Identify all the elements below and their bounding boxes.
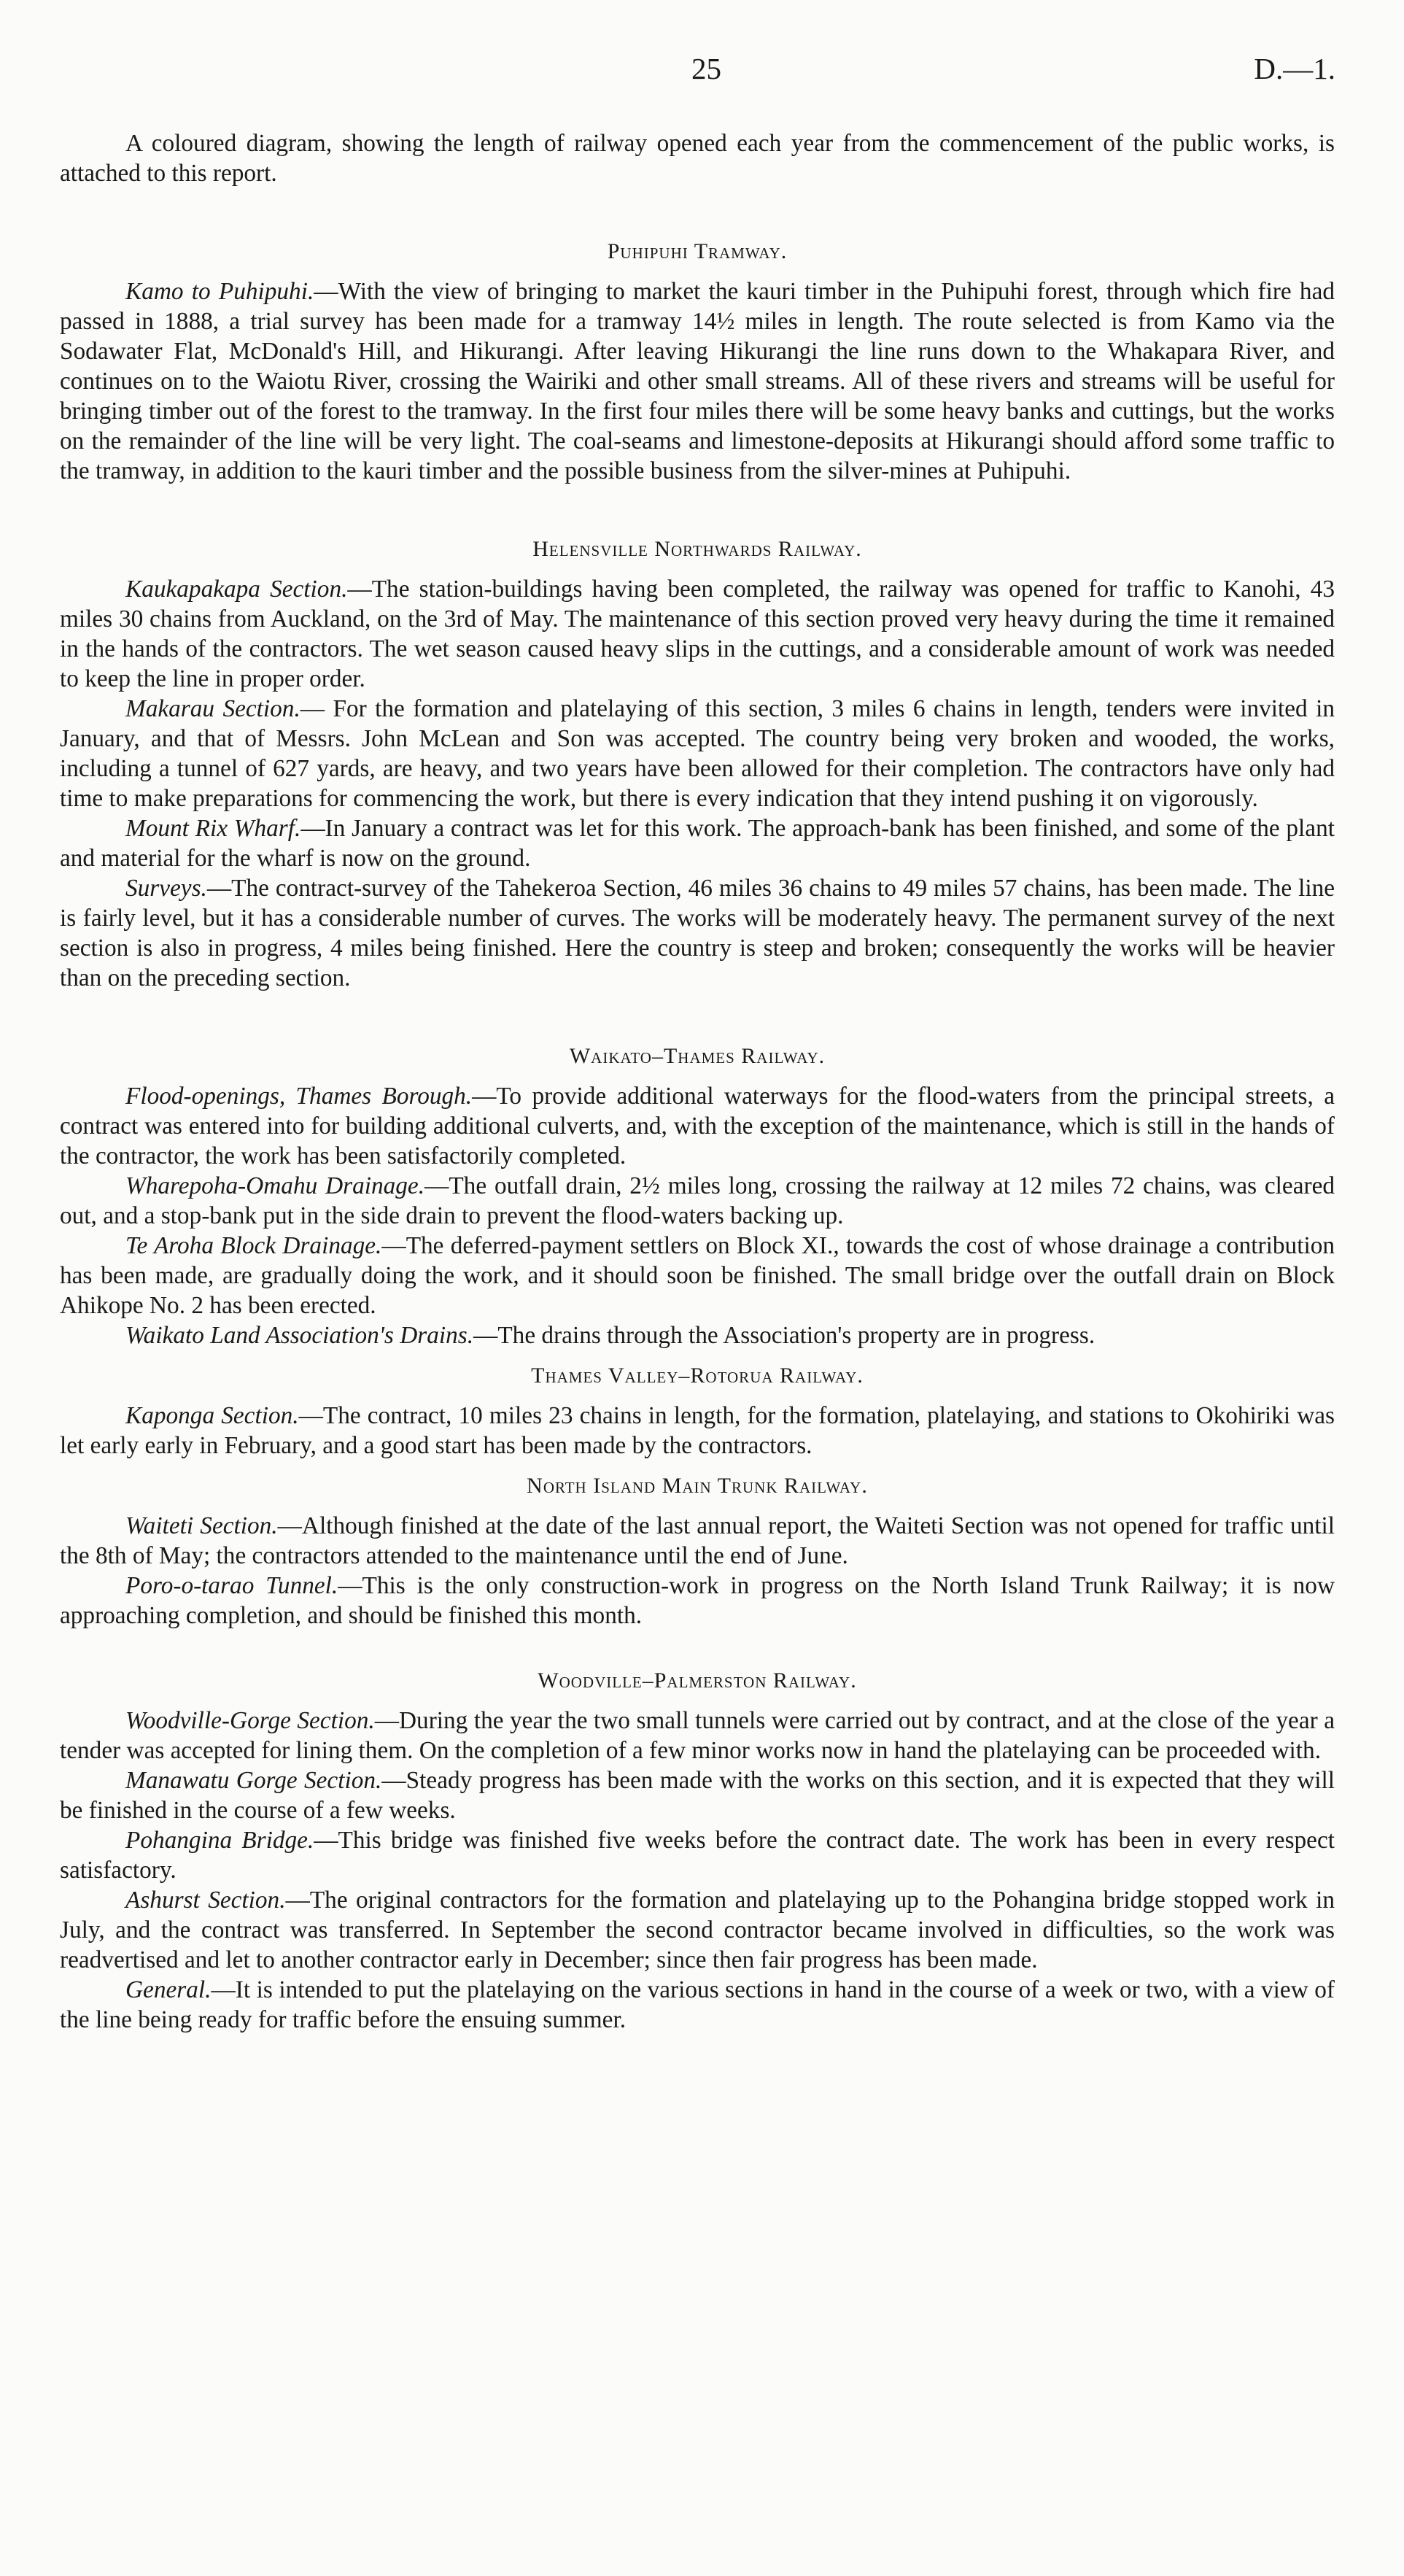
paragraph-lead: Kamo to Puhipuhi. xyxy=(125,278,314,305)
paragraph xyxy=(60,1401,1335,1461)
paragraph-lead: General. xyxy=(125,1976,212,2003)
page-number: 25 xyxy=(691,52,721,85)
paragraph-text: —Although finished at the date of the last annual report, the Waiteti Section was not opened for traffic until the 8th of May; the contractors attended to the maintenance until the end of June. xyxy=(60,1512,1335,1569)
intro-paragraph: A coloured diagram, showing the length of railway opened each year from the commencement of the public works, is attached to this report. xyxy=(60,130,1335,187)
paragraph xyxy=(60,1231,1335,1320)
paragraph xyxy=(60,574,1335,694)
paragraph-lead: Kaponga Section. xyxy=(125,1402,299,1429)
paragraph-text: —To provide additional waterways for the flood-waters from the principal streets, a contract was entered into for building additional culverts, and, with the exception of the maintenance, which is still in the hands of the contractor, the work has been satisfactorily completed. xyxy=(60,1083,1335,1169)
paragraph xyxy=(60,276,1335,486)
paragraph xyxy=(60,1081,1335,1171)
paragraph-text: —This is the only construction-work in progress on the North Island Trunk Railway; it is now approaching completion, and should be finished this month. xyxy=(60,1572,1335,1629)
page-body xyxy=(60,128,1335,2035)
paragraph-lead: Surveys. xyxy=(125,875,207,902)
section-heading-puhipuhi-tramway: Puhipuhi Tramway. xyxy=(607,239,788,263)
paragraph-lead: Flood-openings, Thames Borough. xyxy=(125,1083,473,1110)
paragraph-text: —With the view of bringing to market the kauri timber in the Puhipuhi forest, through which fire had passed in 1888, a trial survey has been made for a tramway 14½ miles in length. The route selected is from Kamo via the Sodawater Flat, McDonald's Hill, and Hikurangi. After leaving Hikurangi the line runs down to the Whakapara River, and continues on to the Waiotu River, crossing the Wairiki and other small streams. All of these rivers and streams will be useful for bringing timber out of the forest to the tramway. In the first four miles there will be some heavy banks and cuttings, but the works on the remainder of the line will be very light. The coal-seams and limestone-deposits at Hikurangi should afford some traffic to the tramway, in addition to the kauri timber and the possible business from the silver-mines at Puhipuhi. xyxy=(60,278,1335,484)
paragraph-lead: Mount Rix Wharf. xyxy=(125,815,301,842)
paragraph-lead: Ashurst Section. xyxy=(125,1887,286,1914)
paragraph xyxy=(60,1571,1335,1631)
document-code: D.—1. xyxy=(1254,52,1335,85)
paragraph-text: —Steady progress has been made with the works on this section, and it is expected that they will be finished in the course of a few weeks. xyxy=(60,1767,1335,1824)
paragraph-lead: Pohangina Bridge. xyxy=(125,1827,314,1854)
paragraph-lead: Wharepoha-Omahu Drainage. xyxy=(125,1172,425,1199)
paragraph-text: —The original contractors for the formation and platelaying up to the Pohangina bridge stopped work in July, and the contract was transferred. In September the second contractor became involved in difficulties, so the work was readvertised and let to another contractor early in December; since then fair progress has been made. xyxy=(60,1887,1335,1973)
paragraph-text: —The outfall drain, 2½ miles long, crossing the railway at 12 miles 72 chains, was cleared out, and a stop-bank put in the side drain to prevent the flood-waters backing up. xyxy=(60,1172,1335,1229)
paragraph-text: —The contract-survey of the Tahekeroa Section, 46 miles 36 chains to 49 miles 57 chains, has been made. The line is fairly level, but it has a considerable number of curves. The works will be moderately heavy. The permanent survey of the next section is also in progress, 4 miles being finished. Here the country is steep and broken; consequently the works will be heavier than on the preceding section. xyxy=(60,875,1335,991)
paragraph xyxy=(60,1171,1335,1231)
section-heading-north-island-main-trunk-railway: North Island Main Trunk Railway. xyxy=(527,1474,868,1498)
paragraph-text: —It is intended to put the platelaying on the various sections in hand in the course of a week or two, with a view of the line being ready for traffic before the ensuing summer. xyxy=(60,1976,1335,2033)
paragraph-text: —The station-buildings having been completed, the railway was opened for traffic to Kanohi, 43 miles 30 chains from Auckland, on the 3rd of May. The maintenance of this section proved very heavy during the time it remained in the hands of the contractors. The wet season caused heavy slips in the cuttings, and a considerable amount of work was needed to keep the line in proper order. xyxy=(60,576,1335,692)
paragraph-lead: Poro-o-tarao Tunnel. xyxy=(125,1572,338,1599)
section-heading-waikato-thames-railway: Waikato–Thames Railway. xyxy=(569,1044,826,1068)
paragraph-lead: Kaukapakapa Section. xyxy=(125,576,348,603)
paragraph-lead: Manawatu Gorge Section. xyxy=(125,1767,382,1794)
section-heading-thames-valley-rotorua-railway: Thames Valley–Rotorua Railway. xyxy=(531,1364,864,1388)
paragraph xyxy=(60,1975,1335,2035)
paragraph xyxy=(60,1511,1335,1571)
paragraph-lead: Makarau Section. xyxy=(125,695,300,722)
paragraph-lead: Woodville-Gorge Section. xyxy=(125,1707,375,1734)
paragraph xyxy=(60,1320,1335,1350)
paragraph-lead: Waiteti Section. xyxy=(125,1512,278,1539)
paragraph xyxy=(60,1825,1335,1885)
section-heading-helensville-northwards-railway: Helensville Northwards Railway. xyxy=(532,537,862,561)
paragraph xyxy=(60,1885,1335,1975)
paragraph xyxy=(60,1765,1335,1825)
paragraph-lead: Waikato Land Association's Drains. xyxy=(125,1322,474,1349)
paragraph-text: —This bridge was finished five weeks before the contract date. The work has been in every respect satisfactory. xyxy=(60,1827,1335,1884)
paragraph-lead: Te Aroha Block Drainage. xyxy=(125,1232,382,1259)
paragraph xyxy=(60,1706,1335,1765)
paragraph xyxy=(60,873,1335,993)
paragraph-text: —In January a contract was let for this work. The approach-bank has been finished, and some of the plant and material for the wharf is now on the ground. xyxy=(60,815,1335,872)
paragraph-text: —The drains through the Association's property are in progress. xyxy=(473,1322,1095,1349)
paragraph-text: —The deferred-payment settlers on Block XI., towards the cost of whose drainage a contribution has been made, are gradually doing the work, and it should soon be finished. The small bridge over the outfall drain on Block Ahikope No. 2 has been erected. xyxy=(60,1232,1335,1319)
paragraph xyxy=(60,813,1335,873)
paragraph xyxy=(60,694,1335,813)
section-heading-woodville-palmerston-railway: Woodville–Palmerston Railway. xyxy=(538,1668,857,1693)
paragraph-text: — For the formation and platelaying of this section, 3 miles 6 chains in length, tenders were invited in January, and that of Messrs. John McLean and Son was accepted. The country being very broken and wooded, the works, including a tunnel of 627 yards, are heavy, and two years have been allowed for their completion. The contractors have only had time to make preparations for commencing the work, but there is every indication that they intend pushing it on vigorously. xyxy=(60,695,1335,812)
page-header xyxy=(0,51,1404,95)
paragraph-text: —The contract, 10 miles 23 chains in length, for the formation, platelaying, and stations to Okohiriki was let early early in February, and a good start has been made by the contractors. xyxy=(60,1402,1335,1459)
paragraph-text: —During the year the two small tunnels were carried out by contract, and at the close of the year a tender was accepted for lining them. On the completion of a few minor works now in hand the platelaying can be proceeded with. xyxy=(60,1707,1335,1764)
